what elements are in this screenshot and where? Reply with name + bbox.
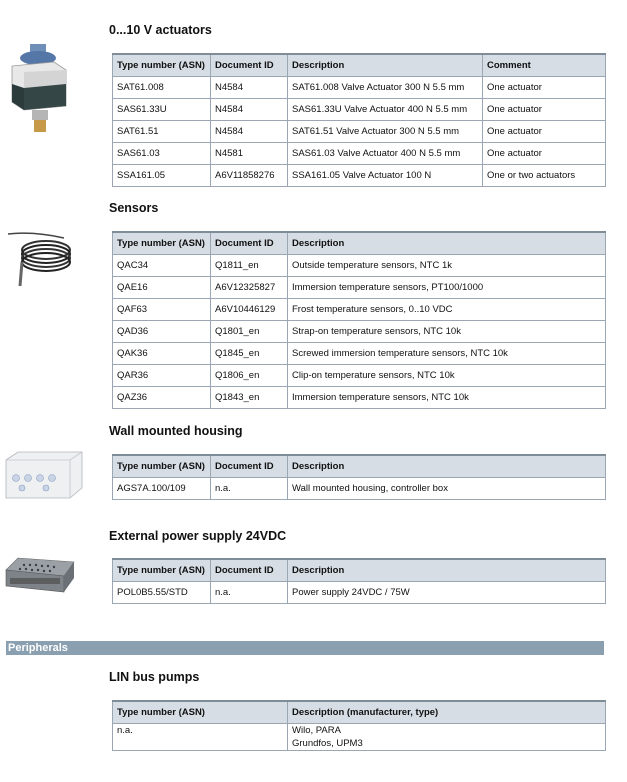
pump-line: Wilo, PARA (292, 725, 341, 736)
valve-actuator-image (8, 44, 70, 136)
actuators-table (112, 53, 606, 187)
cell-type: SAS61.33U (113, 99, 211, 121)
cell-type: SAS61.03 (113, 143, 211, 165)
cell-doc-id: N4584 (211, 77, 288, 99)
cell-description: Strap-on temperature sensors, NTC 10k (288, 321, 606, 343)
col-header: Type number (ASN) (113, 54, 211, 77)
table-row (113, 99, 606, 121)
cell-description: SAT61.008 Valve Actuator 300 N 5.5 mm (288, 77, 483, 99)
cell-type: POL0B5.55/STD (113, 582, 211, 604)
cell-type: QAR36 (113, 365, 211, 387)
cell-doc-id: Q1801_en (211, 321, 288, 343)
col-header: Document ID (211, 455, 288, 478)
cell-type: QAZ36 (113, 387, 211, 409)
cell-doc-id: n.a. (211, 582, 288, 604)
col-header: Comment (483, 54, 606, 77)
wall-housing-image (4, 450, 84, 500)
cell-description (288, 724, 606, 751)
table-row (113, 143, 606, 165)
table-row (113, 365, 606, 387)
col-header: Type number (ASN) (113, 559, 211, 582)
housing-table (112, 454, 606, 500)
cell-doc-id: N4584 (211, 121, 288, 143)
cell-doc-id: A6V11858276 (211, 165, 288, 187)
table-row (113, 77, 606, 99)
table-row (113, 321, 606, 343)
cell-description: SAS61.33U Valve Actuator 400 N 5.5 mm (288, 99, 483, 121)
col-header: Description (288, 232, 606, 255)
col-header: Document ID (211, 559, 288, 582)
temperature-sensor-image (6, 228, 76, 290)
cell-comment: One actuator (483, 143, 606, 165)
cell-doc-id: A6V10446129 (211, 299, 288, 321)
cell-description: Clip-on temperature sensors, NTC 10k (288, 365, 606, 387)
power-supply-table (112, 558, 606, 604)
table-row (113, 343, 606, 365)
cell-doc-id: Q1845_en (211, 343, 288, 365)
section-title-sensors: Sensors (109, 201, 159, 215)
cell-description: Outside temperature sensors, NTC 1k (288, 255, 606, 277)
table-row (113, 255, 606, 277)
table-row (113, 387, 606, 409)
cell-type: SAT61.51 (113, 121, 211, 143)
pump-line: Grundfos, UPM3 (292, 738, 363, 749)
cell-description: SAT61.51 Valve Actuator 300 N 5.5 mm (288, 121, 483, 143)
col-header: Document ID (211, 54, 288, 77)
col-header: Description (288, 54, 483, 77)
cell-doc-id: n.a. (211, 478, 288, 500)
cell-description: Wall mounted housing, controller box (288, 478, 606, 500)
cell-doc-id: Q1843_en (211, 387, 288, 409)
cell-type: QAD36 (113, 321, 211, 343)
table-row (113, 724, 606, 751)
cell-type: AGS7A.100/109 (113, 478, 211, 500)
cell-description: Power supply 24VDC / 75W (288, 582, 606, 604)
cell-doc-id: Q1806_en (211, 365, 288, 387)
cell-description: SSA161.05 Valve Actuator 100 N (288, 165, 483, 187)
cell-comment: One or two actuators (483, 165, 606, 187)
cell-type: QAF63 (113, 299, 211, 321)
cell-comment: One actuator (483, 99, 606, 121)
cell-description: Frost temperature sensors, 0..10 VDC (288, 299, 606, 321)
table-row (113, 582, 606, 604)
cell-type: n.a. (113, 724, 288, 751)
col-header: Description (288, 559, 606, 582)
col-header: Type number (ASN) (113, 701, 288, 724)
pumps-table (112, 700, 606, 751)
cell-doc-id: N4584 (211, 99, 288, 121)
cell-comment: One actuator (483, 77, 606, 99)
cell-description: Immersion temperature sensors, NTC 10k (288, 387, 606, 409)
cell-description: SAS61.03 Valve Actuator 400 N 5.5 mm (288, 143, 483, 165)
table-row (113, 165, 606, 187)
cell-description: Screwed immersion temperature sensors, NTC 10k (288, 343, 606, 365)
cell-description: Immersion temperature sensors, PT100/1000 (288, 277, 606, 299)
table-row (113, 277, 606, 299)
cell-type: QAC34 (113, 255, 211, 277)
cell-type: QAK36 (113, 343, 211, 365)
col-header: Type number (ASN) (113, 232, 211, 255)
cell-comment: One actuator (483, 121, 606, 143)
table-row (113, 478, 606, 500)
cell-type: SSA161.05 (113, 165, 211, 187)
cell-type: SAT61.008 (113, 77, 211, 99)
section-title-actuators: 0...10 V actuators (109, 23, 212, 37)
table-row (113, 299, 606, 321)
cell-doc-id: Q1811_en (211, 255, 288, 277)
cell-type: QAE16 (113, 277, 211, 299)
table-row (113, 121, 606, 143)
col-header: Type number (ASN) (113, 455, 211, 478)
col-header: Document ID (211, 232, 288, 255)
sensors-table (112, 231, 606, 409)
section-title-pumps: LIN bus pumps (109, 670, 200, 684)
col-header: Description (manufacturer, type) (288, 701, 606, 724)
section-title-power-supply: External power supply 24VDC (109, 529, 287, 543)
cell-doc-id: N4581 (211, 143, 288, 165)
power-supply-image (4, 556, 76, 596)
col-header: Description (288, 455, 606, 478)
peripherals-section-bar: Peripherals (6, 641, 604, 655)
cell-doc-id: A6V12325827 (211, 277, 288, 299)
section-title-housing: Wall mounted housing (109, 424, 243, 438)
